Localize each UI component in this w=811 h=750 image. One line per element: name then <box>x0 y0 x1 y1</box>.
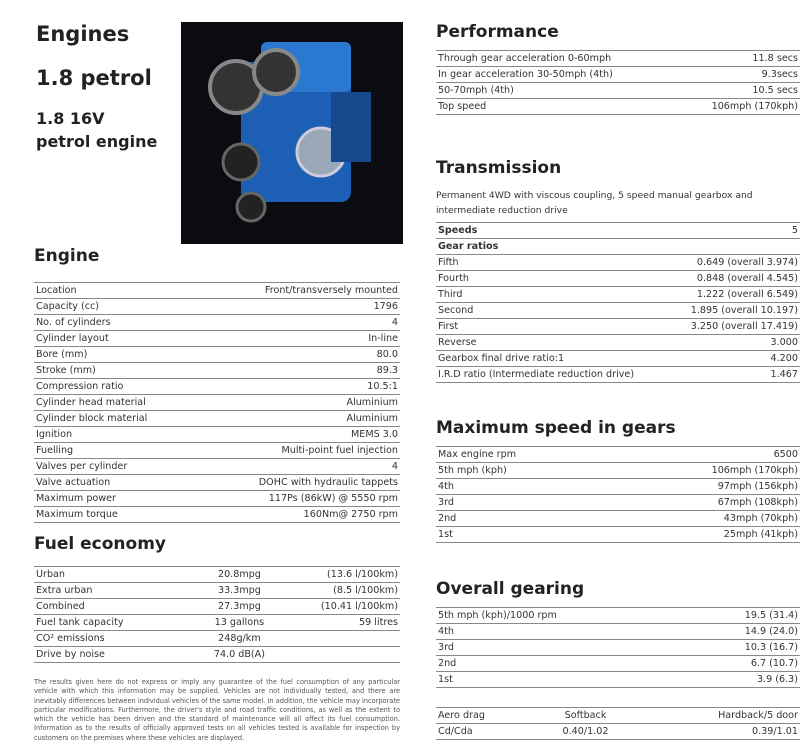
row-label: 5th mph (kph)/1000 rpm <box>436 608 684 624</box>
title-text: Engines <box>36 22 130 46</box>
row-value: 106mph (170kph) <box>609 463 800 479</box>
row-label: No. of cylinders <box>34 315 197 331</box>
row-label: 2nd <box>436 656 684 672</box>
row-label: CO² emissions <box>34 631 199 647</box>
table-row <box>436 672 800 688</box>
row-value: 80.0 <box>197 347 400 363</box>
row-label: 1st <box>436 527 609 543</box>
row-label: Extra urban <box>34 583 199 599</box>
row-value: 1.222 (overall 6.549) <box>670 287 800 303</box>
table-row <box>436 656 800 672</box>
row-value: 0.40/1.02 <box>536 724 634 740</box>
row-value: 6.7 (10.7) <box>684 656 800 672</box>
table-row <box>436 708 800 724</box>
table-row <box>34 647 400 663</box>
table-row <box>34 427 400 443</box>
table-row <box>436 99 800 115</box>
row-label: Top speed <box>436 99 678 115</box>
row-value: 6500 <box>609 447 800 463</box>
table-row <box>34 347 400 363</box>
table-row <box>436 51 800 67</box>
row-label: Capacity (cc) <box>34 299 197 315</box>
row-value: 3.000 <box>670 335 800 351</box>
performance-table <box>436 50 800 115</box>
row-label: Maximum torque <box>34 507 197 523</box>
row-value: 11.8 secs <box>678 51 800 67</box>
row-label: Urban <box>34 567 199 583</box>
row-label: Cylinder layout <box>34 331 197 347</box>
row-value: 97mph (156kph) <box>609 479 800 495</box>
row-value: 4.200 <box>670 351 800 367</box>
row-value: 1796 <box>197 299 400 315</box>
subtitle-text: 1.8 petrol <box>36 66 152 90</box>
section-title: Overall gearing <box>436 579 585 599</box>
table-row <box>34 379 400 395</box>
max-speed-section <box>436 418 800 543</box>
gearing-table <box>436 607 800 688</box>
row-value: (8.5 l/100km) <box>280 583 400 599</box>
row-label: Fifth <box>436 255 670 271</box>
table-row <box>34 567 400 583</box>
transmission-table <box>436 222 800 383</box>
row-value: 25mph (41kph) <box>609 527 800 543</box>
row-value: 19.5 (31.4) <box>684 608 800 624</box>
row-value: In-line <box>197 331 400 347</box>
engine-section <box>34 246 400 523</box>
row-value: 106mph (170kph) <box>678 99 800 115</box>
row-value: 117Ps (86kW) @ 5550 rpm <box>197 491 400 507</box>
table-row <box>34 283 400 299</box>
row-label: Gearbox final drive ratio:1 <box>436 351 670 367</box>
transmission-description: Permanent 4WD with viscous coupling, 5 speed manual gearbox and intermediate reduction drive <box>436 190 753 216</box>
row-value: 13 gallons <box>199 615 280 631</box>
table-row <box>436 495 800 511</box>
row-value: 59 litres <box>280 615 400 631</box>
row-value: 20.8mpg <box>199 567 280 583</box>
row-value: 10.5 secs <box>678 83 800 99</box>
table-row <box>34 583 400 599</box>
row-value <box>280 647 400 663</box>
row-value: Softback <box>536 708 634 724</box>
row-value: (10.41 l/100km) <box>280 599 400 615</box>
gear-ratios-label: Gear ratios <box>436 239 800 255</box>
section-title: Transmission <box>436 158 562 178</box>
row-label: Drive by noise <box>34 647 199 663</box>
row-value: 1.467 <box>670 367 800 383</box>
row-value: 0.649 (overall 3.974) <box>670 255 800 271</box>
row-value: 67mph (108kph) <box>609 495 800 511</box>
table-row <box>34 315 400 331</box>
row-value: 4 <box>197 459 400 475</box>
row-value: Multi-point fuel injection <box>197 443 400 459</box>
table-row <box>436 479 800 495</box>
row-value: 4 <box>197 315 400 331</box>
engine-name-line: 1.8 16V <box>36 109 105 128</box>
table-row <box>436 67 800 83</box>
row-label: Cd/Cda <box>436 724 536 740</box>
row-value: (13.6 l/100km) <box>280 567 400 583</box>
table-row <box>34 599 400 615</box>
table-row <box>436 511 800 527</box>
row-label: Valves per cylinder <box>34 459 197 475</box>
row-label: 50-70mph (4th) <box>436 83 678 99</box>
table-row <box>436 351 800 367</box>
row-value <box>280 631 400 647</box>
row-label: Combined <box>34 599 199 615</box>
table-row <box>34 411 400 427</box>
row-value: Hardback/5 door <box>635 708 800 724</box>
table-row <box>436 271 800 287</box>
row-value: 9.3secs <box>678 67 800 83</box>
table-row <box>34 363 400 379</box>
table-row <box>436 319 800 335</box>
row-label: 5th mph (kph) <box>436 463 609 479</box>
table-row <box>34 459 400 475</box>
row-label: Second <box>436 303 670 319</box>
row-value: 160Nm@ 2750 rpm <box>197 507 400 523</box>
table-row <box>436 223 800 239</box>
table-row <box>436 303 800 319</box>
row-label: Max engine rpm <box>436 447 609 463</box>
row-value: Front/transversely mounted <box>197 283 400 299</box>
row-value: MEMS 3.0 <box>197 427 400 443</box>
row-label: 4th <box>436 479 609 495</box>
table-row <box>34 443 400 459</box>
row-label: Through gear acceleration 0-60mph <box>436 51 678 67</box>
row-label: Stroke (mm) <box>34 363 197 379</box>
aero-table <box>436 707 800 740</box>
fuel-disclaimer: The results given here do not express or imply any guarantee of the fuel consumption of any particular vehicle with which this information may be supplied. Vehicles are not individually tested, and there are inevitably differences between individual vehicles of the same model. In addition, the vehicle may incorporate particular modifications. Furthermore, the driver's style and road traffic conditions, as well as the extent to which the vehicle has been driven and the standard of maintenance will all affect its fuel consumption. Information as to the results of officially approved tests on all vehicles tested is available for inspection by customers on the premises where these vehicles are displayed. <box>34 678 400 742</box>
row-value: 89.3 <box>197 363 400 379</box>
table-row <box>436 527 800 543</box>
table-row <box>436 724 800 740</box>
row-label: Cylinder head material <box>34 395 197 411</box>
row-value: 10.5:1 <box>197 379 400 395</box>
row-label: Maximum power <box>34 491 197 507</box>
table-row <box>34 615 400 631</box>
row-value: 3.250 (overall 17.419) <box>670 319 800 335</box>
table-row <box>34 475 400 491</box>
performance-section <box>436 22 800 115</box>
section-title: Engine <box>34 246 100 266</box>
table-row <box>436 335 800 351</box>
row-label: Valve actuation <box>34 475 197 491</box>
section-title: Fuel economy <box>34 534 167 554</box>
gearing-section <box>436 579 800 688</box>
row-value: 33.3mpg <box>199 583 280 599</box>
row-label: 3rd <box>436 640 684 656</box>
table-row <box>436 83 800 99</box>
table-row <box>34 507 400 523</box>
row-label: Third <box>436 287 670 303</box>
speeds-value: 5 <box>670 223 800 239</box>
section-title: Performance <box>436 22 559 42</box>
row-label: First <box>436 319 670 335</box>
row-label: Fuelling <box>34 443 197 459</box>
table-row <box>34 299 400 315</box>
fuel-table <box>34 566 400 663</box>
row-label: Ignition <box>34 427 197 443</box>
table-row <box>436 640 800 656</box>
engine-name-line: petrol engine <box>36 132 158 151</box>
row-value: 0.39/1.01 <box>635 724 800 740</box>
table-row <box>34 331 400 347</box>
row-value: Aluminium <box>197 395 400 411</box>
row-label: 3rd <box>436 495 609 511</box>
row-label: Cylinder block material <box>34 411 197 427</box>
table-row <box>436 463 800 479</box>
table-row <box>436 367 800 383</box>
aero-section <box>436 707 800 740</box>
row-value: Aluminium <box>197 411 400 427</box>
table-row <box>436 447 800 463</box>
page-subtitle <box>36 66 152 90</box>
engine-photo <box>181 22 403 244</box>
row-label: 1st <box>436 672 684 688</box>
row-value: 27.3mpg <box>199 599 280 615</box>
section-title: Maximum speed in gears <box>436 418 676 438</box>
row-label: Bore (mm) <box>34 347 197 363</box>
table-row <box>436 239 800 255</box>
row-label: Reverse <box>436 335 670 351</box>
row-label: In gear acceleration 30-50mph (4th) <box>436 67 678 83</box>
table-row <box>34 491 400 507</box>
row-label: 4th <box>436 624 684 640</box>
table-row <box>436 287 800 303</box>
row-value: DOHC with hydraulic tappets <box>197 475 400 491</box>
table-row <box>436 624 800 640</box>
row-value: 248g/km <box>199 631 280 647</box>
max-speed-table <box>436 446 800 543</box>
row-label: 2nd <box>436 511 609 527</box>
table-row <box>436 608 800 624</box>
row-label: Compression ratio <box>34 379 197 395</box>
row-value: 10.3 (16.7) <box>684 640 800 656</box>
row-value: 14.9 (24.0) <box>684 624 800 640</box>
row-label: Location <box>34 283 197 299</box>
speeds-label: Speeds <box>436 223 670 239</box>
fuel-section <box>34 534 400 743</box>
page-title <box>36 22 129 46</box>
engine-name <box>36 107 157 153</box>
engine-table <box>34 282 400 523</box>
row-label: Aero drag <box>436 708 536 724</box>
row-value: 1.895 (overall 10.197) <box>670 303 800 319</box>
table-row <box>34 395 400 411</box>
transmission-section <box>436 158 800 383</box>
row-label: Fuel tank capacity <box>34 615 199 631</box>
row-value: 43mph (70kph) <box>609 511 800 527</box>
row-label: I.R.D ratio (Intermediate reduction drive) <box>436 367 670 383</box>
row-value: 0.848 (overall 4.545) <box>670 271 800 287</box>
row-label: Fourth <box>436 271 670 287</box>
table-row <box>34 631 400 647</box>
row-value: 3.9 (6.3) <box>684 672 800 688</box>
row-value: 74.0 dB(A) <box>199 647 280 663</box>
table-row <box>436 255 800 271</box>
